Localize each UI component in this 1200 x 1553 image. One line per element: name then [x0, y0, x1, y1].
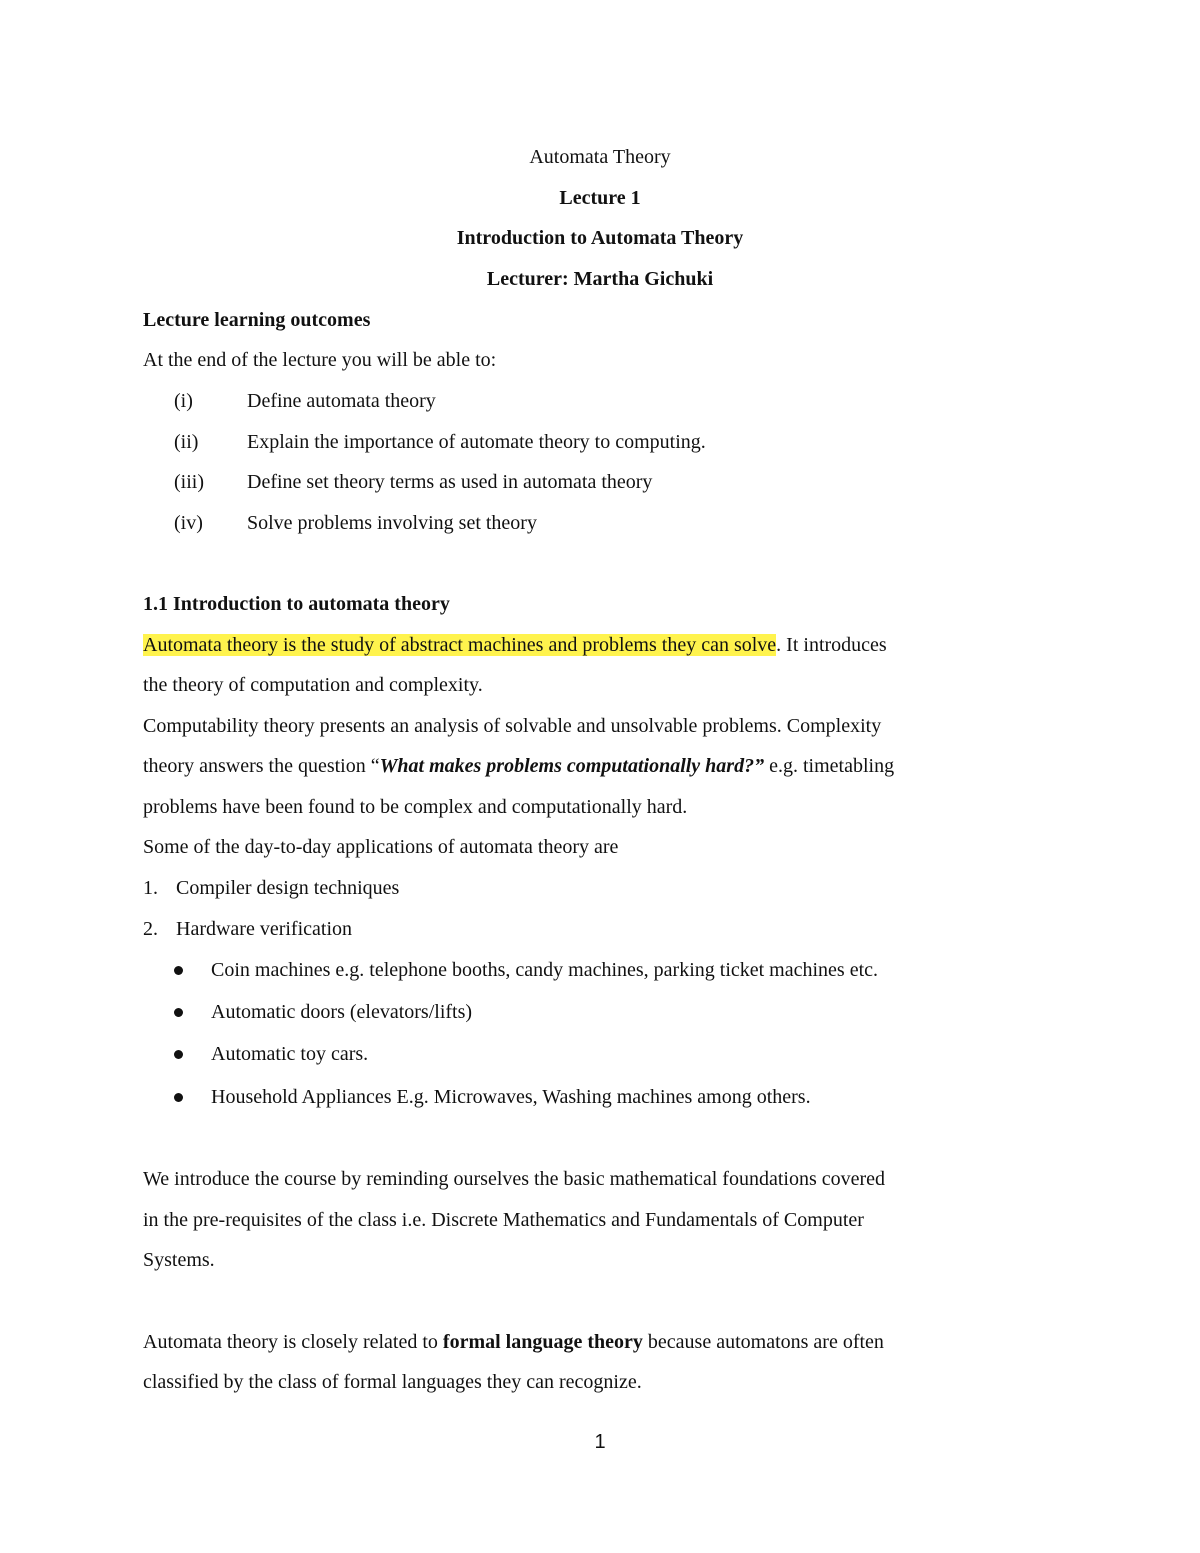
list-number: 2. — [143, 918, 158, 940]
bullet-item: Automatic toy cars. — [211, 1043, 369, 1065]
text-span: because automatons are often — [642, 1331, 884, 1353]
outcomes-heading: Lecture learning outcomes — [143, 309, 371, 331]
paragraph-line: problems have been found to be complex and computationally hard. — [143, 796, 688, 818]
bullet-item: Household Appliances E.g. Microwaves, Washing machines among others. — [211, 1086, 811, 1108]
list-item: Hardware verification — [176, 918, 353, 940]
emphasized-question: What makes problems computationally hard?” — [379, 755, 765, 777]
lecture-number: Lecture 1 — [559, 187, 641, 209]
paragraph-line — [143, 1330, 884, 1354]
paragraph-line — [143, 754, 894, 778]
paragraph-line: Computability theory presents an analysis of solvable and unsolvable problems. Complexity — [143, 715, 882, 737]
outcome-number: (iv) — [174, 512, 203, 534]
lecture-topic: Introduction to Automata Theory — [456, 227, 744, 249]
list-item: Compiler design techniques — [176, 877, 400, 899]
page-number: 1 — [594, 1431, 606, 1453]
bold-term: formal language theory — [442, 1331, 643, 1353]
bullet-item: Coin machines e.g. telephone booths, candy machines, parking ticket machines etc. — [211, 959, 879, 981]
outcome-text: Solve problems involving set theory — [247, 512, 537, 534]
bullet-item: Automatic doors (elevators/lifts) — [211, 1001, 473, 1023]
outcome-number: (i) — [174, 390, 193, 412]
paragraph-line: We introduce the course by reminding ourselves the basic mathematical foundations covered — [143, 1168, 886, 1190]
outcome-number: (ii) — [174, 431, 199, 453]
bullet-icon — [174, 1050, 183, 1059]
highlighted-definition: Automata theory is the study of abstract machines and problems they can solve — [143, 634, 777, 656]
outcomes-intro: At the end of the lecture you will be able to: — [143, 349, 497, 371]
outcome-number: (iii) — [174, 471, 204, 493]
paragraph-line: classified by the class of formal languages they can recognize. — [143, 1371, 642, 1393]
outcome-text: Define automata theory — [247, 390, 436, 412]
outcome-text: Explain the importance of automate theory to computing. — [247, 431, 706, 453]
paragraph-line: Systems. — [143, 1249, 215, 1271]
course-title: Automata Theory — [529, 146, 671, 168]
bullet-icon — [174, 966, 183, 975]
paragraph-line: in the pre-requisites of the class i.e. Discrete Mathematics and Fundamentals of Computer — [143, 1209, 864, 1231]
bullet-icon — [174, 1008, 183, 1017]
text-span: Automata theory is closely related to — [143, 1331, 443, 1353]
text-span: e.g. timetabling — [764, 755, 895, 777]
section-heading: 1.1 Introduction to automata theory — [143, 593, 450, 615]
list-number: 1. — [143, 877, 158, 899]
paragraph-line: Some of the day-to-day applications of automata theory are — [143, 836, 619, 858]
outcome-text: Define set theory terms as used in automata theory — [247, 471, 653, 493]
paragraph-line — [143, 633, 887, 657]
lecturer-name: Lecturer: Martha Gichuki — [486, 268, 714, 290]
text-span: theory answers the question “ — [143, 755, 380, 777]
bullet-icon — [174, 1093, 183, 1102]
text-span: . It introduces — [776, 634, 887, 656]
paragraph-line: the theory of computation and complexity. — [143, 674, 483, 696]
